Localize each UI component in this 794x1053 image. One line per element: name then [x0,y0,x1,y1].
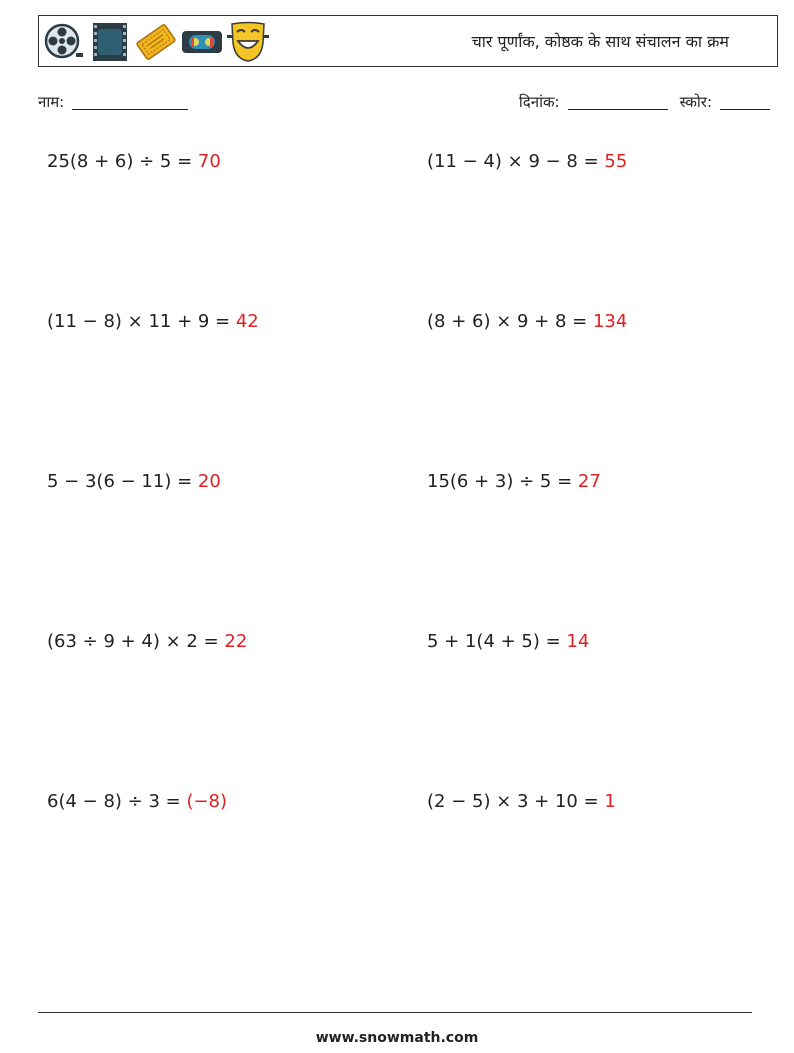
name-label: नाम: [38,93,65,111]
problem-answer: 55 [604,151,628,172]
problem-expression: 5 − 3(6 − 11) = [47,471,198,492]
problem-expression: (63 ÷ 9 + 4) × 2 = [47,631,225,652]
date-blank[interactable] [568,95,668,110]
problem-expression: 6(4 − 8) ÷ 3 = [47,791,187,812]
problem-answer: 42 [235,311,259,332]
date-score-fields [519,92,770,112]
problem-2 [427,151,627,172]
problem-5 [47,471,221,492]
problem-expression: 5 + 1(4 + 5) = [427,631,567,652]
footer-website[interactable]: www.snowmath.com [315,1030,479,1046]
problem-4 [427,311,627,332]
score-blank[interactable] [720,95,770,110]
problem-answer: 70 [197,151,221,172]
problem-1 [47,151,221,172]
problem-answer: 14 [566,631,590,652]
problem-expression: (11 − 4) × 9 − 8 = [427,151,605,172]
problem-7 [47,631,247,652]
problem-expression: (8 + 6) × 9 + 8 = [427,311,593,332]
film-frame-icon [89,21,131,63]
problem-10 [427,791,616,812]
problem-answer: 22 [224,631,248,652]
name-field [38,92,188,112]
worksheet-title: चार पूर्णांक, कोष्ठक के साथ संचालन का क्रम [471,32,729,51]
problem-6 [427,471,601,492]
problem-answer: 27 [577,471,601,492]
footer-divider [38,1012,752,1013]
score-label: स्कोर: [679,93,712,111]
worksheet-header [38,15,778,67]
film-reel-icon [43,21,85,63]
problem-expression: 15(6 + 3) ÷ 5 = [427,471,578,492]
problem-9 [47,791,227,812]
problem-expression: (11 − 8) × 11 + 9 = [47,311,236,332]
name-blank[interactable] [72,95,188,110]
theater-mask-icon [227,21,269,63]
cinema-ticket-icon [135,21,177,63]
problem-answer: 134 [592,311,628,332]
problem-answer: (−8) [186,791,228,812]
problem-8 [427,631,589,652]
problem-expression: (2 − 5) × 3 + 10 = [427,791,605,812]
vhs-tape-icon [181,21,223,63]
header-icons [43,20,269,64]
problem-answer: 20 [197,471,221,492]
problem-answer: 1 [604,791,616,812]
problem-3 [47,311,259,332]
problem-expression: 25(8 + 6) ÷ 5 = [47,151,198,172]
date-label: दिनांक: [518,93,560,111]
